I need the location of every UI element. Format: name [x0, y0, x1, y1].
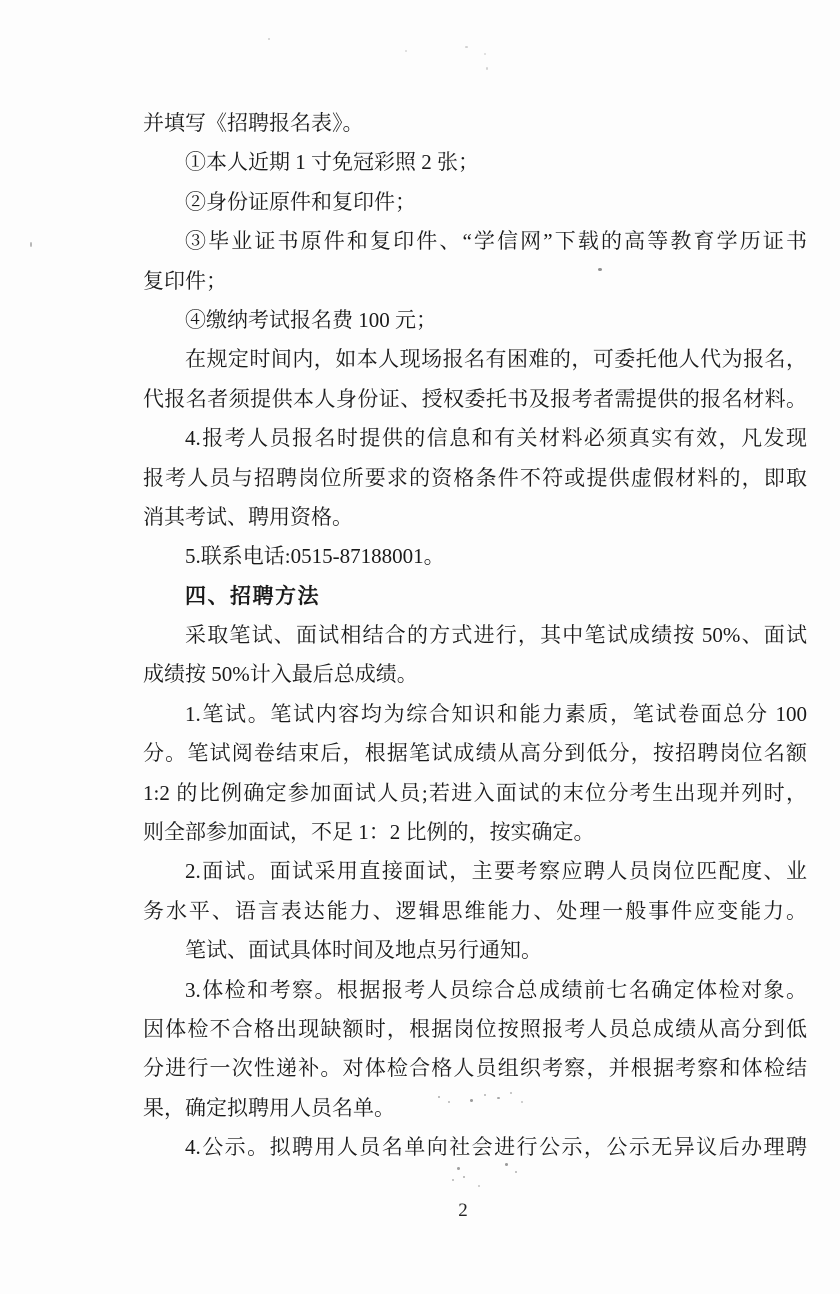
- text-line: 4.报考人员报名时提供的信息和有关材料必须真实有效，凡发现: [185, 426, 807, 451]
- scan-noise-speck: [515, 1171, 517, 1173]
- text-line: 复印件；: [143, 268, 227, 293]
- text-line: 1:2 的比例确定参加面试人员;若进入面试的末位分考生出现并列时，: [143, 780, 807, 805]
- scan-noise-speck: [486, 67, 488, 70]
- text-line: ④缴纳考试报名费 100 元；: [185, 307, 437, 332]
- text-line: 因体检不合格出现缺额时，根据岗位按照报考人员总成绩从高分到低: [143, 1016, 807, 1041]
- text-line: 消其考试、聘用资格。: [143, 504, 353, 529]
- page-number: 2: [458, 1200, 468, 1221]
- text-line: 在规定时间内，如本人现场报名有困难的，可委托他人代为报名，: [185, 347, 807, 372]
- text-line: ③毕业证书原件和复印件、“学信网”下载的高等教育学历证书: [185, 229, 807, 254]
- scan-noise-speck: [463, 1176, 465, 1178]
- text-line: 2.面试。面试采用直接面试，主要考察应聘人员岗位匹配度、业: [185, 859, 807, 884]
- text-line: 则全部参加面试，不足 1：2 比例的，按实确定。: [143, 820, 595, 845]
- scan-noise-speck: [452, 1179, 454, 1181]
- text-line: 代报名者须提供本人身份证、授权委托书及报考者需提供的报名材料。: [143, 386, 807, 411]
- text-line: 分进行一次性递补。对体检合格人员组织考察，并根据考察和体检结: [143, 1056, 807, 1081]
- text-line: 分。笔试阅卷结束后，根据笔试成绩从高分到低分，按招聘岗位名额: [143, 741, 807, 766]
- scan-noise-speck: [268, 38, 270, 40]
- text-line: 成绩按 50%计入最后总成绩。: [143, 662, 418, 687]
- text-line: 果，确定拟聘用人员名单。: [143, 1095, 395, 1120]
- text-line: ①本人近期 1 寸免冠彩照 2 张；: [185, 150, 479, 175]
- scan-noise-speck: [484, 53, 486, 55]
- text-line: ②身份证原件和复印件；: [185, 189, 416, 214]
- scan-noise-speck: [30, 242, 32, 247]
- text-line: 笔试、面试具体时间及地点另行通知。: [185, 938, 542, 963]
- text-line: 3.体检和考察。根据报考人员综合总成绩前七名确定体检对象。: [185, 977, 807, 1002]
- scan-noise-speck: [478, 1185, 480, 1187]
- text-line: 报考人员与招聘岗位所要求的资格条件不符或提供虚假材料的，即取: [143, 465, 807, 490]
- section-heading: 四、招聘方法: [185, 584, 320, 608]
- text-line: 并填写《招聘报名表》。: [143, 111, 364, 135]
- text-line: 务水平、语言表达能力、逻辑思维能力、处理一般事件应变能力。: [143, 898, 807, 923]
- text-line: 5.联系电话:0515-87188001。: [185, 544, 445, 569]
- text-line: 采取笔试、面试相结合的方式进行，其中笔试成绩按 50%、面试: [185, 623, 807, 648]
- scan-noise-speck: [405, 50, 407, 52]
- text-line: 1.笔试。笔试内容均为综合知识和能力素质，笔试卷面总分 100: [185, 701, 807, 726]
- document-body: [143, 104, 807, 1168]
- text-line: 4.公示。拟聘用人员名单向社会进行公示，公示无异议后办理聘: [185, 1135, 807, 1160]
- scan-noise-speck: [465, 46, 468, 48]
